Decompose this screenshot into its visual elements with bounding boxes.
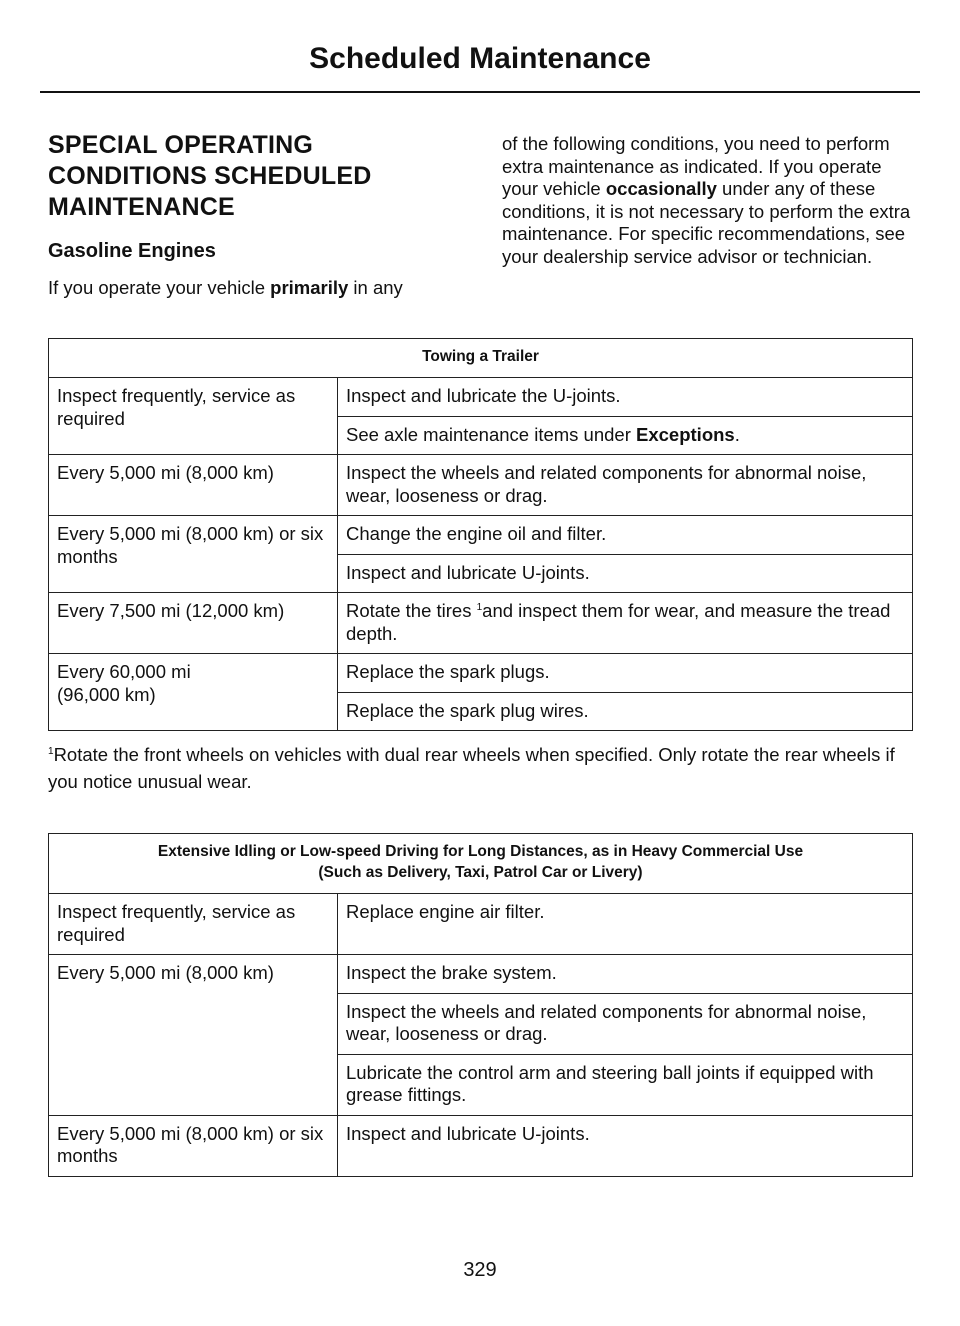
table-footnote — [48, 741, 918, 795]
table-row — [49, 593, 913, 654]
table-row — [49, 955, 913, 994]
action-cell: Inspect the wheels and related components for abnormal noise, wear, looseness or drag. — [338, 993, 913, 1054]
action-cell: Change the engine oil and filter. — [338, 516, 913, 555]
footnote-marker: 1 — [476, 601, 483, 613]
action-cell: Inspect and lubricate U-joints. — [338, 554, 913, 593]
action-cell: Replace the spark plugs. — [338, 654, 913, 693]
right-column — [502, 133, 922, 268]
action-cell: Inspect and lubricate the U-joints. — [338, 378, 913, 417]
table-title-line-2: (Such as Delivery, Taxi, Patrol Car or Livery) — [318, 864, 643, 881]
exceptions-reference: Exceptions — [636, 423, 735, 445]
intro-text: of the following conditions, you need to perform extra maintenance as indicated. If you operate your vehicle — [502, 133, 890, 199]
action-cell: Inspect the wheels and related components for abnormal noise, wear, looseness or drag. — [338, 455, 913, 516]
action-text: See axle maintenance items under — [346, 423, 637, 445]
footnote-marker: 1 — [48, 745, 54, 757]
left-column — [48, 130, 468, 300]
interval-cell — [49, 654, 338, 731]
interval-cell: Every 5,000 mi (8,000 km) or six months — [49, 1115, 338, 1176]
action-cell: Replace the spark plug wires. — [338, 692, 913, 731]
interval-cell: Inspect frequently, service as required — [49, 894, 338, 955]
intro-emphasis-primarily: primarily — [270, 277, 349, 298]
table-row — [49, 378, 913, 417]
action-cell: Inspect and lubricate U-joints. — [338, 1115, 913, 1176]
section-title — [48, 130, 468, 223]
section-title-line-1: SPECIAL OPERATING — [48, 131, 314, 159]
table-row — [49, 455, 913, 516]
table-row — [49, 894, 913, 955]
section-title-line-2: CONDITIONS SCHEDULED — [48, 162, 372, 190]
interval-cell: Every 5,000 mi (8,000 km) — [49, 455, 338, 516]
page-number: 329 — [463, 1259, 497, 1281]
action-cell: Replace engine air filter. — [338, 894, 913, 955]
action-cell — [338, 593, 913, 654]
action-text: Rotate the tires — [346, 600, 477, 621]
subsection-title: Gasoline Engines — [48, 240, 216, 262]
table-title: Towing a Trailer — [49, 339, 913, 378]
extensive-idling-table — [48, 833, 913, 1177]
intro-text: If you operate your vehicle — [48, 277, 271, 298]
action-cell: Lubricate the control arm and steering ball joints if equipped with grease fittings. — [338, 1054, 913, 1115]
action-cell: Inspect the brake system. — [338, 955, 913, 994]
interval-cell: Every 5,000 mi (8,000 km) — [49, 955, 338, 1116]
table-title — [49, 834, 913, 894]
table-row — [49, 516, 913, 555]
interval-cell: Every 5,000 mi (8,000 km) or six months — [49, 516, 338, 593]
page-header-title: Scheduled Maintenance — [309, 42, 651, 75]
interval-text: (96,000 km) — [57, 683, 156, 705]
intro-paragraph-continued — [502, 133, 922, 268]
intro-text: under any of these conditions, it is not necessary to perform the extra maintenance. For specific recommendations, see your dealership service advisor or technician. — [502, 178, 911, 267]
table-row — [49, 654, 913, 693]
header-divider — [40, 91, 920, 93]
interval-cell: Every 7,500 mi (12,000 km) — [49, 593, 338, 654]
table-title-line-1: Extensive Idling or Low-speed Driving for Long Distances, as in Heavy Commercial Use — [157, 843, 804, 860]
intro-text: in any — [348, 277, 403, 298]
intro-paragraph-start — [48, 277, 468, 300]
action-text: and inspect them for wear, and measure the tread depth. — [346, 600, 891, 644]
towing-trailer-table — [48, 338, 913, 731]
action-cell — [338, 416, 913, 455]
section-title-line-3: MAINTENANCE — [48, 193, 235, 221]
intro-emphasis-occasionally: occasionally — [605, 178, 717, 199]
interval-text: Every 60,000 mi — [57, 661, 191, 682]
table-row — [49, 1115, 913, 1176]
interval-cell: Inspect frequently, service as required — [49, 378, 338, 455]
action-text: . — [734, 423, 740, 445]
footnote-text: Rotate the front wheels on vehicles with dual rear wheels when specified. Only rotate the rear wheels if you notice unusual wear. — [48, 744, 895, 792]
